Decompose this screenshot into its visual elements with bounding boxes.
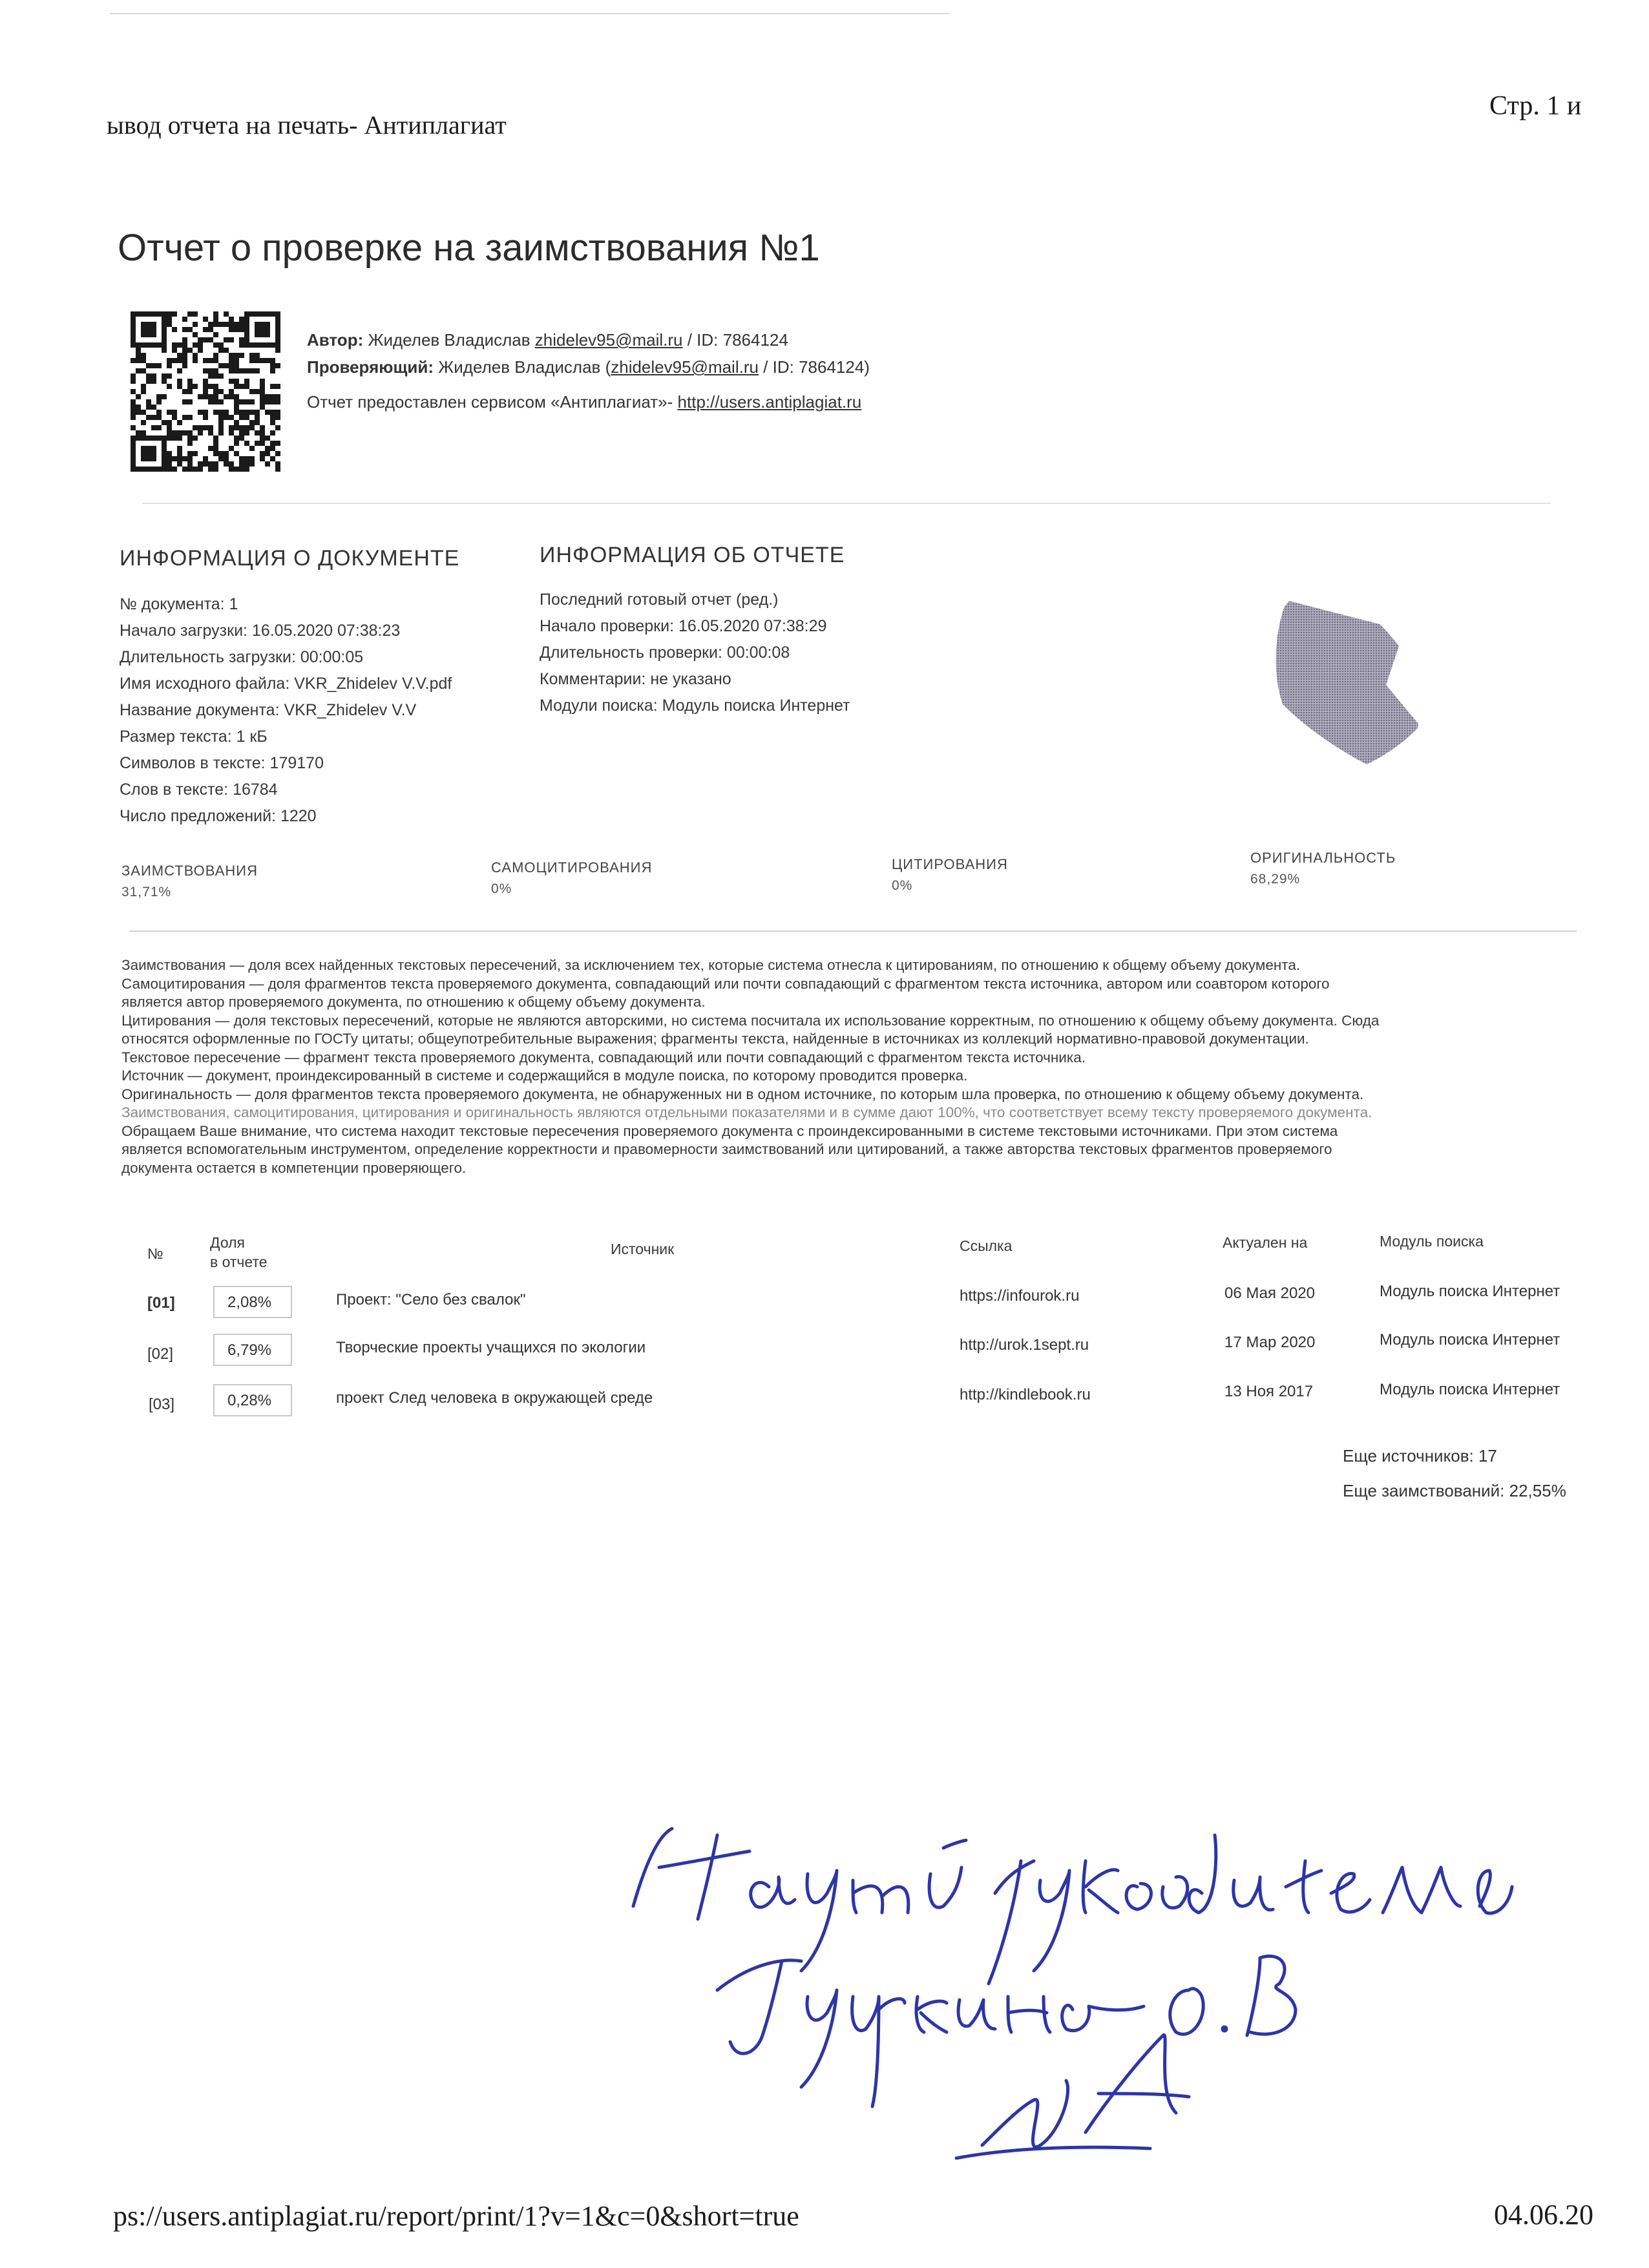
table-row-module: Модуль поиска Интернет xyxy=(1380,1381,1560,1398)
document-info-line: Длительность загрузки: 00:00:05 xyxy=(120,648,364,666)
table-row-link[interactable]: http://urok.1sept.ru xyxy=(960,1336,1089,1354)
report-info-line: Последний готовый отчет (ред.) xyxy=(540,591,779,609)
table-row-module: Модуль поиска Интернет xyxy=(1380,1331,1560,1349)
document-info-line: Символов в тексте: 179170 xyxy=(120,754,324,772)
definition-line: Источник — документ, проиндексированный в системе и содержащийся в модуле поиска, по которому проводится проверка. xyxy=(121,1067,968,1084)
print-header-title: ывод отчета на печать- Антиплагиат xyxy=(107,110,507,140)
table-row-share: 0,28% xyxy=(213,1384,292,1416)
table-header-no: № xyxy=(147,1245,163,1262)
stat-citations-value: 0% xyxy=(892,878,913,893)
definition-line: Заимствования, самоцитирования, цитирования и оригинальность являются отдельными показателями и в сумме дают 100%, что соответствует всему тексту проверяемого документа. xyxy=(121,1104,1372,1120)
report-title: Отчет о проверке на заимствования №1 xyxy=(118,227,820,269)
document-info-line: Число предложений: 1220 xyxy=(120,807,317,825)
definition-line: Оригинальность — доля фрагментов текста проверяемого документа, не обнаруженных ни в одном источнике, по которым шла проверка, по отношению к общему объему документа. xyxy=(121,1086,1364,1102)
table-row-link[interactable]: https://infourok.ru xyxy=(960,1287,1080,1305)
stat-citations xyxy=(892,856,1008,894)
table-header-source: Источник xyxy=(611,1241,675,1257)
document-info-heading: ИНФОРМАЦИЯ О ДОКУМЕНТЕ xyxy=(120,546,460,571)
table-row-source[interactable]: Проект: "Село без свалок" xyxy=(336,1291,526,1308)
handwritten-signature xyxy=(620,1822,1564,2184)
report-info-line: Комментарии: не указано xyxy=(540,670,731,688)
document-info-line: № документа: 1 xyxy=(120,595,238,613)
stat-citations-label: ЦИТИРОВАНИЯ xyxy=(892,856,1008,872)
document-info-line: Начало загрузки: 16.05.2020 07:38:23 xyxy=(120,622,401,640)
definition-line: Заимствования — доля всех найденных текстовых пересечений, за исключением тех, которые система отнесла к цитированиям, по отношению к общему объему документа. xyxy=(121,957,1301,973)
stat-originality-label: ОРИГИНАЛЬНОСТЬ xyxy=(1250,850,1396,866)
document-info-list xyxy=(120,591,452,830)
definition-line: документа остается в компетенции проверяющего. xyxy=(121,1159,467,1176)
more-sources-count: Еще источников: 17 xyxy=(1343,1446,1497,1465)
author-label: Автор: xyxy=(307,330,364,350)
originality-pie-chart xyxy=(1270,575,1425,788)
checker-name: Жиделев Владислав ( xyxy=(438,357,611,377)
table-row-source[interactable]: проект След человека в окружающей среде xyxy=(336,1389,653,1407)
report-info-line: Модули поиска: Модуль поиска Интернет xyxy=(540,697,850,715)
stat-borrowings xyxy=(121,863,258,900)
table-row-number: [01] xyxy=(147,1294,175,1312)
table-row-number: [02] xyxy=(147,1345,174,1363)
stat-borrowings-label: ЗАИМСТВОВАНИЯ xyxy=(121,863,258,879)
document-info-line: Слов в тексте: 16784 xyxy=(120,781,278,799)
service-link[interactable]: http://users.antiplagiat.ru xyxy=(677,392,862,412)
table-row-link[interactable]: http://kindlebook.ru xyxy=(960,1386,1091,1403)
report-info-heading: ИНФОРМАЦИЯ ОБ ОТЧЕТЕ xyxy=(540,543,845,567)
author-email-link[interactable]: zhidelev95@mail.ru xyxy=(534,330,683,350)
checker-label: Проверяющий: xyxy=(307,357,434,377)
table-row-share: 6,79% xyxy=(213,1334,292,1366)
separator-line xyxy=(129,930,1577,932)
table-header-share-line1: Доля xyxy=(210,1234,245,1251)
service-line xyxy=(307,388,870,415)
table-row-date: 13 Ноя 2017 xyxy=(1224,1383,1314,1400)
checker-id: / ID: 7864124) xyxy=(763,357,870,377)
scan-edge-line xyxy=(110,13,950,14)
definitions-block xyxy=(121,956,1588,1177)
separator-line xyxy=(142,503,1551,504)
table-row-share: 2,08% xyxy=(213,1286,292,1318)
document-info-line: Размер текста: 1 кБ xyxy=(120,728,268,746)
table-header-share xyxy=(210,1233,268,1272)
stat-borrowings-value: 31,71% xyxy=(121,885,172,899)
table-header-module: Модуль поиска xyxy=(1380,1233,1484,1250)
document-info-line: Название документа: VKR_Zhidelev V.V xyxy=(120,701,417,719)
print-footer-url: ps://users.antiplagiat.ru/report/print/1?v=1&c=0&short=true xyxy=(113,2200,799,2232)
author-line xyxy=(307,326,870,353)
definition-line: является автор проверяемого документа, по отношению к общему объему документа. xyxy=(121,994,706,1010)
table-row-date: 06 Мая 2020 xyxy=(1224,1285,1316,1302)
report-meta xyxy=(307,326,870,415)
stat-originality xyxy=(1250,850,1396,887)
checker-line xyxy=(307,353,870,381)
definition-line: Цитирования — доля текстовых пересечений, которые не являются авторскими, но система посчитала их использование корректным, по отношению к общему объему документа. Сюда xyxy=(121,1012,1380,1029)
print-footer-date: 04.06.20 xyxy=(1494,2199,1593,2231)
document-info-line: Имя исходного файла: VKR_Zhidelev V.V.pdf xyxy=(120,675,452,693)
definition-line: Текстовое пересечение — фрагмент текста проверяемого документа, совпадающий или почти совпадающий с фрагментом текста источника. xyxy=(121,1049,1086,1066)
table-header-share-line2: в отчете xyxy=(210,1254,268,1270)
report-info-line: Начало проверки: 16.05.2020 07:38:29 xyxy=(540,617,827,635)
stat-self-citations-label: САМОЦИТИРОВАНИЯ xyxy=(491,859,653,876)
print-header-page: Стр. 1 и xyxy=(1489,91,1582,121)
checker-email-link[interactable]: zhidelev95@mail.ru xyxy=(611,357,759,377)
author-name: Жиделев Владислав xyxy=(368,330,530,350)
report-info-line: Длительность проверки: 00:00:08 xyxy=(540,644,790,662)
table-row-number: [03] xyxy=(149,1396,175,1413)
table-header-actual: Актуален на xyxy=(1223,1234,1308,1251)
definition-line: Самоцитирования — доля фрагментов текста проверяемого документа, совпадающий или почти совпадающий с фрагментом текста источника, автором или соавтором которого xyxy=(121,975,1330,992)
report-info-list xyxy=(540,587,850,719)
stat-self-citations-value: 0% xyxy=(491,881,512,896)
table-row-date: 17 Мар 2020 xyxy=(1224,1334,1316,1351)
pie-slice-borrowings xyxy=(1270,601,1425,782)
definition-line: Обращаем Ваше внимание, что система находит текстовые пересечения проверяемого документа с проиндексированными в системе текстовыми источниками. При этом система xyxy=(121,1122,1338,1139)
service-text: Отчет предоставлен сервисом «Антиплагиат»- xyxy=(307,392,673,412)
qr-code-icon xyxy=(131,311,280,472)
stat-self-citations xyxy=(491,859,652,897)
stat-originality-value: 68,29% xyxy=(1250,872,1301,887)
definition-line: относятся оформленные по ГОСТу цитаты; общеупотребительные выражения; фрагменты текста, найденные в источниках из коллекций нормативно-правовой документации. xyxy=(121,1031,1309,1047)
definition-line: является вспомогательным инструментом, определение корректности и правомерности заимствований или цитирований, а также авторства текстовых фрагментов проверяемого xyxy=(121,1141,1332,1157)
table-row-source[interactable]: Творческие проекты учащихся по экологии xyxy=(336,1339,646,1356)
author-id: / ID: 7864124 xyxy=(687,330,788,350)
table-row-module: Модуль поиска Интернет xyxy=(1380,1283,1560,1300)
table-header-link: Ссылка xyxy=(960,1237,1013,1254)
more-borrowings-share: Еще заимствований: 22,55% xyxy=(1343,1481,1566,1500)
